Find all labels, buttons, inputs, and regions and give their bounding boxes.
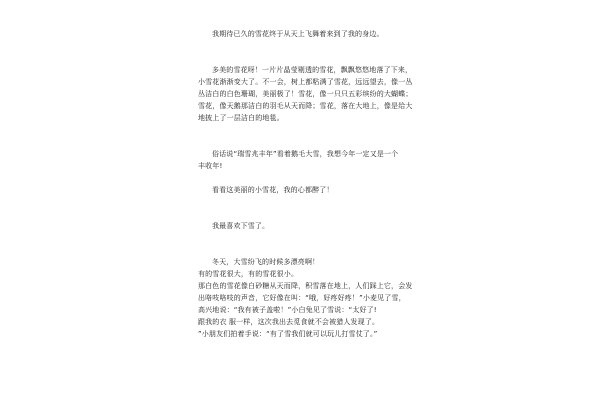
blank-line xyxy=(198,124,408,136)
paragraph-line: 多美的雪花呀！一片片晶莹剔透的雪花，飘飘悠悠地落了下来， xyxy=(212,66,413,74)
blank-line xyxy=(198,196,408,208)
blank-line xyxy=(198,244,408,256)
blank-line xyxy=(198,40,408,52)
paragraph-line: ”小朋友们拍着手说：“有了雪我们就可以玩儿打雪仗了。” xyxy=(198,330,378,338)
paragraph-line: 雪花，像天鹅那洁白的羽毛从天而降；雪花，落在大地上，像是给大 xyxy=(198,102,413,110)
paragraph-line: 看看这美丽的小雪花，我的心都醉了！ xyxy=(212,186,334,194)
blank-line xyxy=(198,172,408,184)
paragraph-line: 地披上了一层洁白的地毯。 xyxy=(198,114,284,122)
document-body xyxy=(198,28,413,340)
paragraph-line: 有的雪花很大，有的雪花很小。 xyxy=(198,270,299,278)
paragraph-line: 丛洁白的白色珊瑚，美丽极了！雪花，像一只只五彩缤纷的大蝴蝶； xyxy=(198,90,413,98)
paragraph-line: 俗话说“瑞雪兆丰年”看着鹅毛大雪，我想今年一定又是一个 xyxy=(212,150,399,158)
blank-line xyxy=(198,232,408,244)
paragraph-line: 小雪花渐渐变大了。不一会，树上都粘满了雪花，远远望去，像一丛 xyxy=(198,78,413,86)
paragraph-line: 高兴地说：“我有被子盖啦！”小白兔见了雪说：“太好了! xyxy=(198,306,377,314)
blank-line xyxy=(198,208,408,220)
paragraph-line: 我最喜欢下雪了。 xyxy=(212,222,270,230)
paragraph-line: 出咯吱咯吱的声音，它好像在叫：“哦，好疼好疼！”小麦见了雪， xyxy=(198,294,406,302)
paragraph-line: 那白色的雪花像白砂糖从天而降，积雪落在地上，人们踩上它，会发 xyxy=(198,282,413,290)
blank-line xyxy=(198,136,408,148)
paragraph-line: 丰收年! xyxy=(198,162,223,170)
blank-line xyxy=(198,52,408,64)
paragraph-line: 我期待已久的雪花终于从天上飞舞着来到了我的身边。 xyxy=(212,30,384,38)
paragraph-line: 跟我的衣 服一样，这次我出去觅食就不会被猎人发现了。 xyxy=(198,318,380,326)
paragraph-line: 冬天，大雪纷飞的时候多漂亮啊！ xyxy=(212,258,320,266)
